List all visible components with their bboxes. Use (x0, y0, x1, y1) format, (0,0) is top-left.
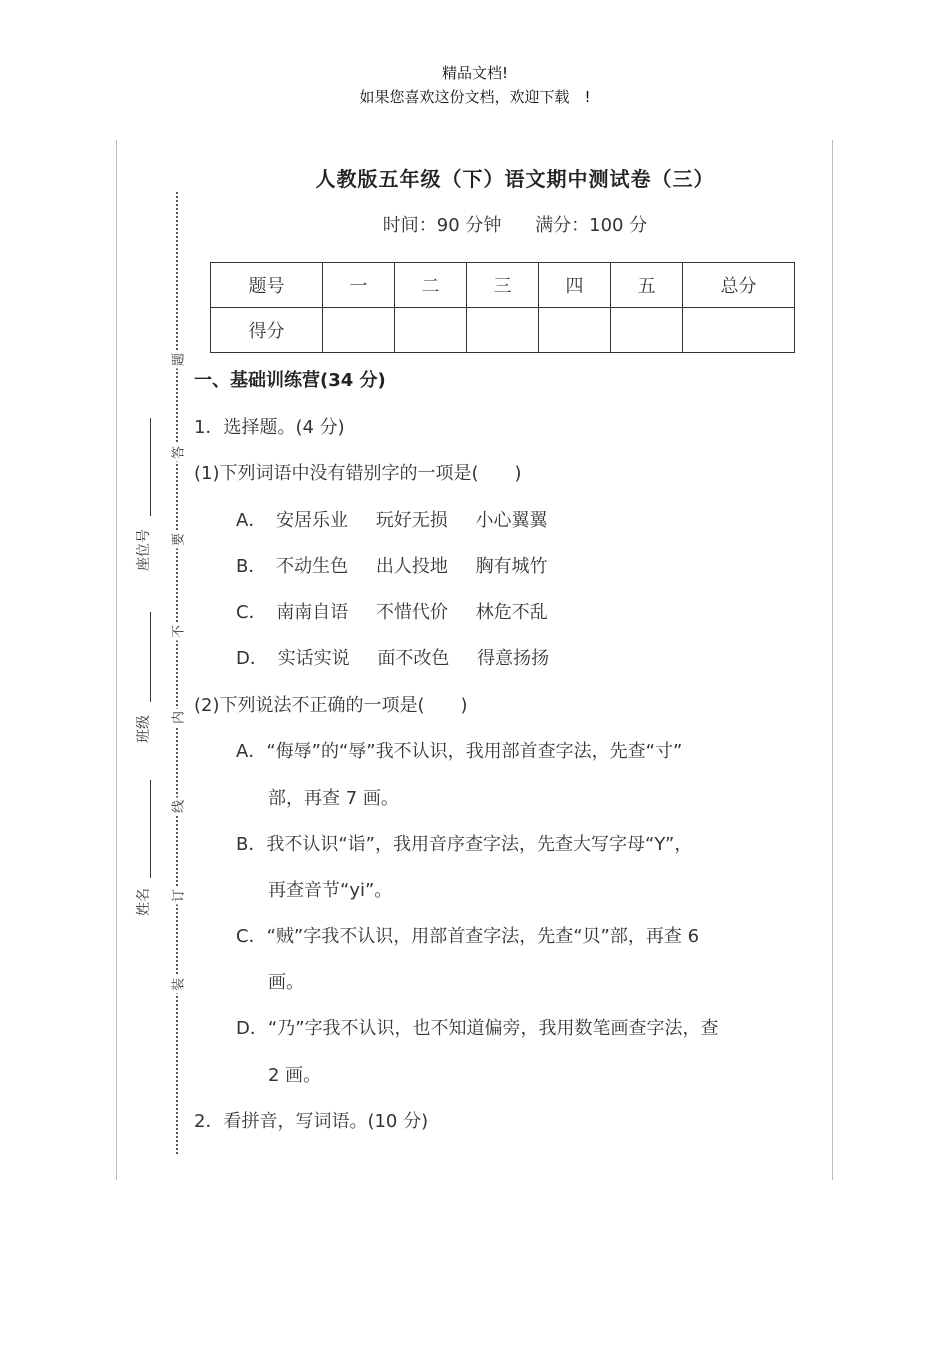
score-table (210, 262, 795, 353)
option-c (236, 598, 570, 624)
option-a (236, 506, 570, 532)
exam-time: 时间：90 分钟 (382, 215, 502, 236)
exam-full-score: 满分：100 分 (535, 215, 648, 236)
score-table-cell: 四 (539, 263, 611, 308)
header-line-1: 精品文档! (441, 64, 508, 82)
seat-number-line (150, 418, 151, 516)
score-table-header-row (211, 263, 795, 308)
option-text: “贼”字我不认识，用部首查字法，先查“贝”部，再查 6 (266, 926, 700, 947)
option-c-continued: 画。 (268, 972, 304, 993)
score-input-cell[interactable] (611, 308, 683, 353)
seal-char: 线 (168, 798, 187, 816)
seal-char: 不 (168, 623, 187, 641)
option-letter: B． (236, 834, 267, 855)
option-text: 我不认识“诣”，我用音序查字法，先查大写字母“Y”， (266, 834, 693, 855)
score-input-cell[interactable] (395, 308, 467, 353)
option-letter: B． (236, 556, 267, 577)
seal-char: 装 (168, 976, 187, 994)
page-border-right (832, 140, 833, 1180)
score-table-cell: 一 (323, 263, 395, 308)
name-label: 姓名 (136, 888, 152, 916)
option-word: 实话实说 (277, 648, 350, 669)
seal-char: 订 (168, 887, 187, 905)
option-word: 出人投地 (375, 556, 448, 577)
option-word: 安居乐业 (276, 510, 349, 531)
score-table-cell: 题号 (211, 263, 323, 308)
score-table-score-row (211, 308, 795, 353)
option-d (236, 644, 571, 670)
option-word: 胸有城竹 (475, 556, 548, 577)
seal-char: 题 (168, 351, 187, 369)
option-word: 小心翼翼 (475, 510, 548, 531)
class-label: 班级 (136, 715, 152, 743)
option-word: 面不改色 (377, 648, 450, 669)
seal-char: 内 (168, 709, 187, 727)
option-word: 玩好无损 (375, 510, 448, 531)
score-table-cell: 二 (395, 263, 467, 308)
exam-meta (200, 211, 830, 237)
header-line-2: 如果您喜欢这份文档，欢迎下载 ! (359, 88, 591, 106)
option-a (236, 737, 682, 763)
option-letter: D． (236, 1018, 268, 1039)
question-1-2-stem: (2)下列说法不正确的一项是( ) (194, 695, 468, 716)
option-b (236, 830, 692, 856)
question-2-stem: 2．看拼音，写词语。(10 分) (194, 1111, 429, 1132)
score-input-cell[interactable] (467, 308, 539, 353)
option-letter: C． (236, 602, 267, 623)
question-1-stem: 1．选择题。(4 分) (194, 417, 345, 438)
option-word: 不动生色 (276, 556, 349, 577)
option-a-continued: 部，再查 7 画。 (268, 788, 399, 809)
score-input-cell[interactable] (683, 308, 795, 353)
binding-dotted-line (176, 192, 178, 1154)
option-word: 南南自语 (276, 602, 349, 623)
seal-char: 要 (168, 531, 187, 549)
question-1-1-stem: (1)下列词语中没有错别字的一项是( ) (194, 463, 522, 484)
seal-char: 答 (168, 444, 187, 462)
class-line (150, 612, 151, 702)
option-c (236, 922, 699, 948)
section-heading: 一、基础训练营(34 分) (194, 370, 386, 391)
page-border-left (116, 140, 117, 1180)
option-letter: C． (236, 926, 267, 947)
score-input-cell[interactable] (323, 308, 395, 353)
option-d (236, 1014, 719, 1040)
score-table-row-label: 得分 (211, 308, 323, 353)
option-text: “侮辱”的“辱”我不认识，我用部首查字法，先查“寸” (266, 741, 683, 762)
option-letter: A． (236, 510, 267, 531)
score-table-cell: 五 (611, 263, 683, 308)
option-letter: D． (236, 648, 268, 669)
score-input-cell[interactable] (539, 308, 611, 353)
option-letter: A． (236, 741, 267, 762)
option-word: 林危不乱 (475, 602, 548, 623)
option-d-continued: 2 画。 (268, 1065, 322, 1086)
option-word: 得意扬扬 (477, 648, 550, 669)
score-table-cell: 总分 (683, 263, 795, 308)
seat-number-label: 座位号 (136, 529, 152, 571)
option-text: “乃”字我不认识，也不知道偏旁，我用数笔画查字法，查 (267, 1018, 719, 1039)
exam-title: 人教版五年级（下）语文期中测试卷（三） (315, 167, 715, 191)
option-b (236, 552, 570, 578)
option-word: 不惜代价 (376, 602, 449, 623)
name-line (150, 780, 151, 878)
score-table-cell: 三 (467, 263, 539, 308)
option-b-continued: 再查音节“yi”。 (268, 880, 393, 901)
